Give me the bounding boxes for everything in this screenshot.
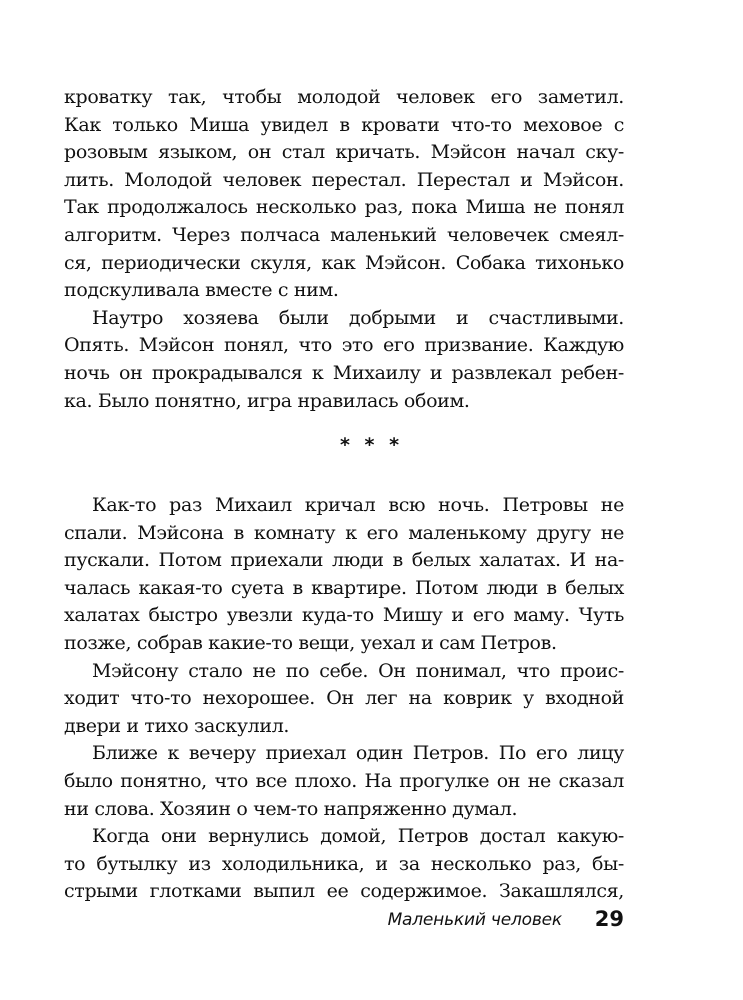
- text-line: спали. Мэйсона в комнату к его маленькому другу не: [64, 521, 624, 544]
- text-line: подскуливала вместе с ним.: [64, 279, 339, 302]
- page-number: 29: [594, 907, 624, 931]
- section-separator: * * *: [339, 434, 404, 456]
- text-line: халатах быстро увезли куда-то Мишу и его маму. Чуть: [64, 604, 624, 627]
- text-line: Когда они вернулись домой, Петров достал какую-: [92, 825, 624, 848]
- running-title: Маленький человек: [387, 910, 562, 930]
- text-line: Наутро хозяева были добрыми и счастливыми.: [92, 306, 624, 329]
- text-line: ни слова. Хозяин о чем-то напряженно думал.: [64, 797, 518, 820]
- text-line: Мэйсону стало не по себе. Он понимал, что проис-: [92, 659, 624, 682]
- text-line: Как-то раз Михаил кричал всю ночь. Петровы не: [92, 494, 624, 516]
- text-line: то бутылку из холодильника, и за несколько раз, бы-: [64, 852, 624, 875]
- text-line: ка. Было понятно, игра нравилась обоим.: [64, 389, 470, 412]
- text-line: позже, собрав какие-то вещи, уехал и сам Петров.: [64, 631, 557, 654]
- text-line: чалась какая-то суета в квартире. Потом люди в белых: [64, 576, 624, 599]
- text-line: было понятно, что все плохо. На прогулке он не сказал: [64, 769, 624, 792]
- text-line: лить. Молодой человек перестал. Перестал и Мэйсон.: [64, 168, 624, 191]
- text-line: кроватку так, чтобы молодой человек его заметил.: [64, 86, 624, 108]
- text-line: алгоритм. Через полчаса маленький человечек смеял-: [64, 223, 624, 246]
- text-line: Как только Миша увидел в кровати что-то меховое с: [64, 113, 624, 136]
- text-line: пускали. Потом приехали люди в белых халатах. И на-: [64, 549, 624, 572]
- text-line: Так продолжалось несколько раз, пока Миша не понял: [64, 196, 624, 219]
- text-line: Опять. Мэйсон понял, что это его призвание. Каждую: [64, 334, 624, 357]
- page-footer: [64, 908, 624, 938]
- text-block-top: [64, 84, 624, 415]
- text-line: ходит что-то нехорошее. Он лег на коврик у входной: [64, 687, 624, 710]
- text-line: розовым языком, он стал кричать. Мэйсон начал ску-: [64, 141, 624, 164]
- text-line: двери и тихо заскулил.: [64, 714, 290, 737]
- text-line: ночь он прокрадывался к Михаилу и развлекал ребен-: [64, 361, 624, 384]
- text-line: стрыми глотками выпил ее содержимое. Закашлялся,: [64, 880, 624, 903]
- text-line: ся, периодически скуля, как Мэйсон. Собака тихонько: [64, 251, 624, 274]
- text-line: Ближе к вечеру приехал один Петров. По его лицу: [92, 742, 624, 765]
- text-block-bottom: [64, 492, 624, 906]
